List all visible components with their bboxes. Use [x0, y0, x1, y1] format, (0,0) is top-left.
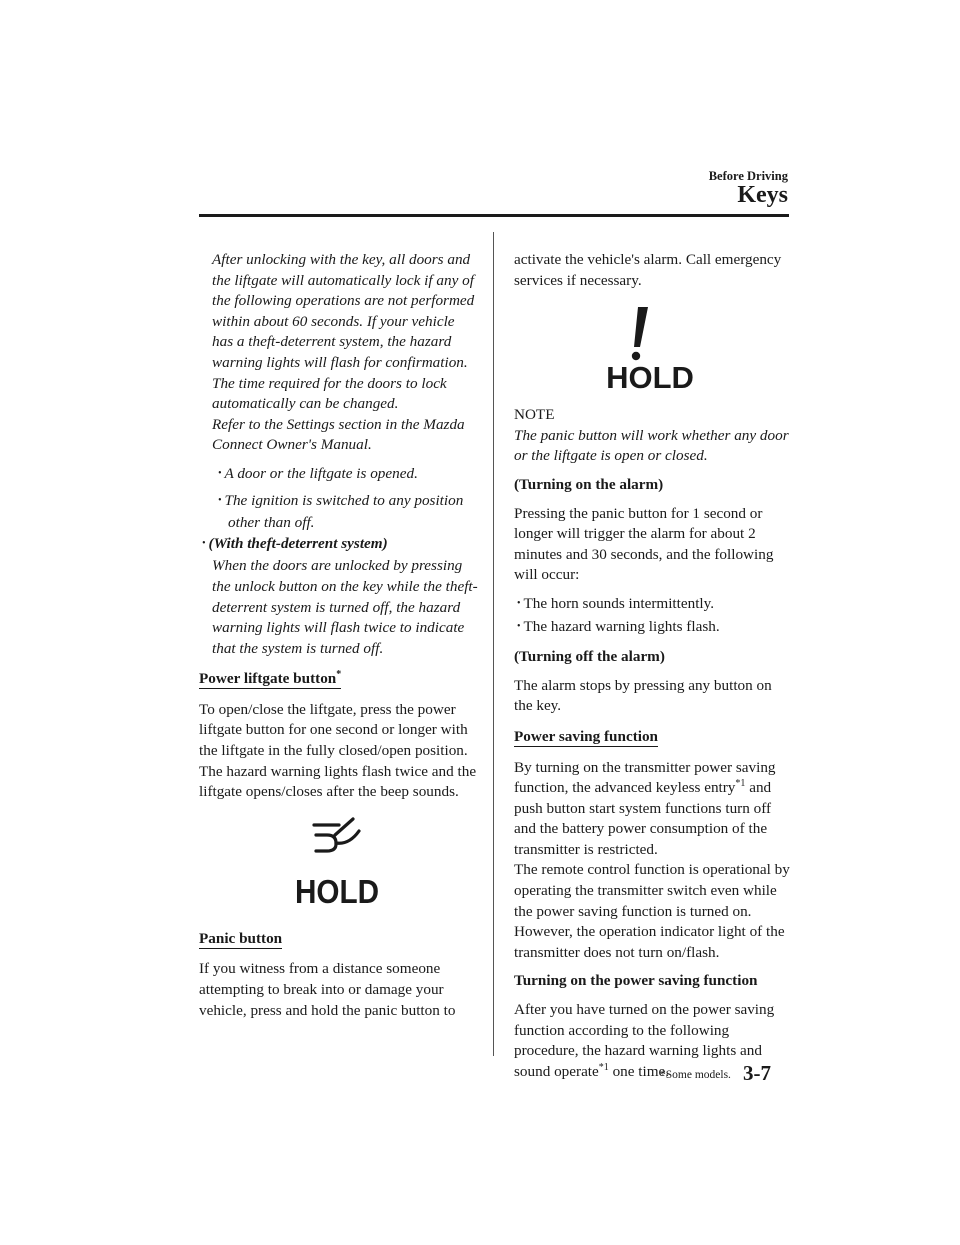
power-saving-heading	[514, 727, 790, 748]
panic-button-heading-text: Panic button	[199, 929, 283, 947]
footnote-mark: *1	[735, 778, 746, 790]
note-text: The panic button will work whether any door or the liftgate is open or closed.	[514, 426, 789, 465]
section-label: Before Driving	[708, 169, 788, 183]
settings-reference-paragraph: Refer to the Settings section in the Mazda Connect Owner's Manual.	[212, 415, 465, 454]
alarm-off-heading: (Turning off the alarm)	[514, 648, 665, 666]
panic-hold-figure	[514, 301, 790, 397]
exclamation-icon	[514, 301, 790, 397]
power-liftgate-paragraph: To open/close the liftgate, press the power liftgate button for one second or longer with the liftgate in the fully closed/open position.	[199, 700, 468, 760]
alarm-off-paragraph: The alarm stops by pressing any button on the key.	[514, 676, 772, 715]
note-label: NOTE	[514, 406, 555, 424]
list-item-text: The hazard warning lights flash.	[523, 617, 720, 635]
power-saving-on-heading: Turning on the power saving function	[514, 972, 758, 990]
footnote-mark: *1	[598, 1061, 609, 1073]
left-column	[199, 250, 479, 1021]
theft-deterrent-text: When the doors are unlocked by pressing the unlock button on the key while the theft-deterrent system is turned off, the hazard warning lights will flash twice to indicate that the system is turned off.	[212, 557, 478, 657]
alarm-on-paragraph: Pressing the panic button for 1 second or longer will trigger the alarm for about 2 minutes and 30 seconds, and the following will occur:	[514, 504, 774, 584]
power-liftgate-heading-text: Power liftgate button	[199, 670, 337, 688]
liftgate-hold-figure	[199, 813, 479, 919]
alarm-on-heading: (Turning on the alarm)	[514, 475, 664, 493]
right-column	[514, 250, 790, 1082]
page-title: Keys	[737, 182, 788, 208]
liftgate-icon	[199, 813, 479, 919]
hold-label: HOLD	[294, 873, 380, 911]
auto-lock-paragraph: After unlocking with the key, all doors and the liftgate will automatically lock if any of the following operations are not performed within about 60 seconds. If your vehicle has a theft-deterrent system, the hazard warning lights will flash for confirmation.	[212, 251, 475, 371]
power-saving-paragraph	[514, 758, 790, 861]
theft-deterrent-heading: (With theft-deterrent system)	[208, 534, 388, 552]
power-saving-text-a: By turning on the transmitter power saving function, the advanced keyless entry	[514, 758, 776, 797]
power-liftgate-heading	[199, 669, 479, 690]
list-item-text: The ignition is switched to any position other than off.	[224, 491, 464, 532]
power-saving-text-b: and push button start system functions turn off and the battery power consumption of the transmitter is restricted.	[514, 779, 772, 858]
hold-label: HOLD	[606, 360, 694, 396]
panic-continued-paragraph: activate the vehicle's alarm. Call emergency services if necessary.	[514, 251, 782, 289]
list-item: • The hazard warning lights flash.	[517, 617, 720, 635]
power-saving-on-text-b: one time.	[608, 1062, 670, 1080]
power-saving-on-text-a: After you have turned on the power saving function according to the following procedure, the hazard warning lights and sound operate	[514, 1001, 775, 1080]
panic-button-heading	[199, 929, 479, 950]
panic-button-paragraph: If you witness from a distance someone attempting to break into or damage your vehicle, press and hold the panic button to	[199, 960, 456, 1019]
list-item: • The horn sounds intermittently.	[517, 594, 715, 612]
list-item: • The ignition is switched to any position other than off.	[218, 491, 464, 532]
list-item-text: A door or the liftgate is opened.	[224, 464, 418, 482]
auto-lock-time-paragraph: The time required for the doors to lock automatically can be changed.	[212, 374, 447, 413]
some-models-mark: *	[336, 669, 342, 681]
header-rule	[199, 214, 789, 217]
power-saving-heading-text: Power saving function	[514, 727, 659, 745]
power-liftgate-hazard-paragraph: The hazard warning lights flash twice and the liftgate opens/closes after the beep sounds.	[199, 762, 477, 801]
column-divider	[493, 232, 494, 1056]
page-number: 3-7	[743, 1061, 771, 1085]
footer-note: *Some models.	[660, 1069, 731, 1081]
remote-control-paragraph: The remote control function is operational by operating the transmitter switch even while the power saving function is turned on. However, the operation indicator light of the transmitter does not turn on/flash.	[514, 861, 790, 961]
theft-deterrent-item: • (With theft-deterrent system)	[202, 534, 388, 552]
list-item: • A door or the liftgate is opened.	[218, 464, 418, 482]
list-item-text: The horn sounds intermittently.	[523, 594, 715, 612]
